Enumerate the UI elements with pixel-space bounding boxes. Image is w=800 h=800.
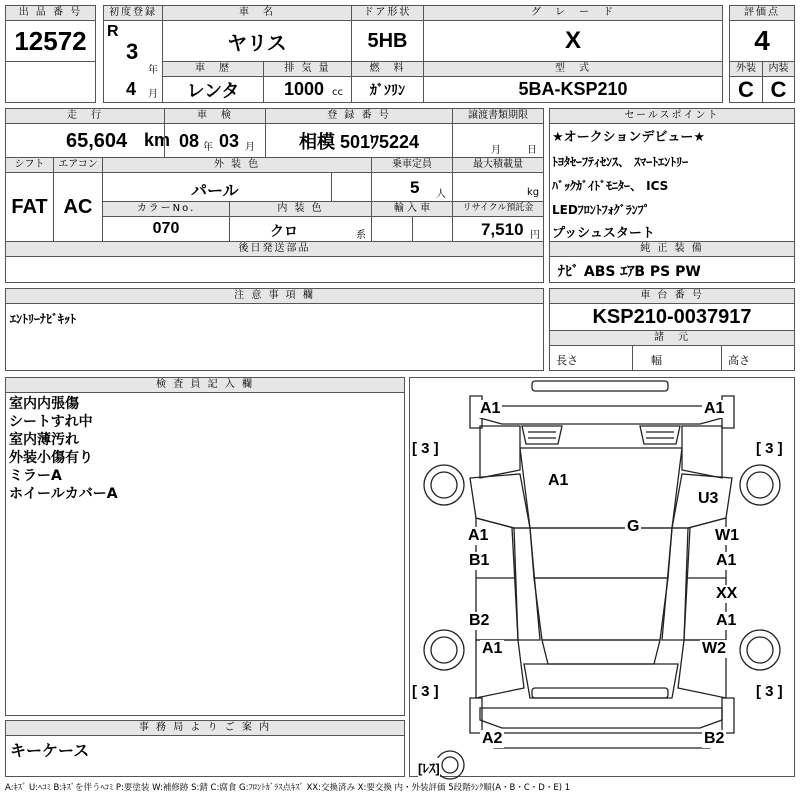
interior-grade-label: 内装 xyxy=(762,61,795,77)
interior-color: クロ xyxy=(270,224,298,240)
capacity-box xyxy=(371,172,453,202)
inspection-label: 車 検 xyxy=(164,108,266,124)
mark-right-rear-fender: W2 xyxy=(702,640,726,657)
registration-number-label: 登 録 番 号 xyxy=(265,108,453,124)
mark-right-front-door-2: A1 xyxy=(716,552,737,569)
exterior-grade-label: 外装 xyxy=(729,61,763,77)
car-name: ヤリス xyxy=(162,20,352,62)
damage-diagram xyxy=(409,377,795,777)
mark-left-rear-door: B2 xyxy=(469,612,490,629)
first-registration-label: 初度登録 xyxy=(103,5,163,21)
tire-front-left: [ 3 ] xyxy=(412,440,439,457)
history-label: 車 歴 xyxy=(162,61,264,77)
sales-points-label: セールスポイント xyxy=(549,108,795,124)
recycle-label: リサイクル預託金 xyxy=(452,201,544,217)
sales-point: LEDﾌﾛﾝﾄﾌｫｸﾞﾗﾝﾌﾟ xyxy=(552,203,650,217)
max-load-unit: kg xyxy=(527,187,540,198)
exterior-color-extra xyxy=(331,172,372,202)
later-parts xyxy=(5,256,544,283)
inspector-note: 外装小傷有り xyxy=(9,450,93,466)
tire-rear-left: [ 3 ] xyxy=(412,683,439,700)
recycle-fee: 7,510 xyxy=(481,220,524,239)
mark-right-rear-xx: XX xyxy=(716,585,738,602)
displacement: 1000 xyxy=(284,79,325,99)
inspector-note: シートすれ中 xyxy=(9,414,93,430)
score: 4 xyxy=(729,20,795,62)
lot-number-blank xyxy=(5,61,96,103)
mileage-label: 走 行 xyxy=(5,108,165,124)
interior-color-box xyxy=(229,216,372,242)
grade-label: グ レ ー ド xyxy=(423,5,723,21)
length-label: 長さ xyxy=(549,345,633,371)
mark-rear-left: A2 xyxy=(482,730,503,747)
door-type: 5HB xyxy=(351,20,424,62)
first-registration-box xyxy=(103,20,163,103)
sales-point: ﾄﾖﾀｾｰﾌﾃｨｾﾝｽ、 ｽﾏｰﾄｴﾝﾄﾘｰ xyxy=(552,155,689,169)
mark-left-front-door: A1 xyxy=(468,527,489,544)
car-outline-svg xyxy=(410,378,794,776)
later-parts-label: 後日発送部品 xyxy=(5,241,544,257)
transfer-deadline-label: 譲渡書類期限 xyxy=(452,108,544,124)
spare-tire: [ﾚｽ] xyxy=(418,758,440,777)
chassis-label: 車 台 番 号 xyxy=(549,288,795,304)
displacement-unit: cc xyxy=(332,87,343,98)
capacity-unit: 人 xyxy=(436,189,446,200)
month-unit: 月 xyxy=(148,89,158,100)
lot-number: 12572 xyxy=(5,20,96,62)
model-code-label: 型 式 xyxy=(423,61,723,77)
import-box-2 xyxy=(412,216,453,242)
capacity-label: 乗車定員 xyxy=(371,157,453,173)
notes-label: 注 意 事 項 欄 xyxy=(5,288,544,304)
inspection-box xyxy=(164,123,266,158)
import-label: 輸 入 車 xyxy=(371,201,453,217)
inspector-note: ミラーA xyxy=(9,468,62,484)
displacement-label: 排 気 量 xyxy=(263,61,352,77)
model-code: 5BA-KSP210 xyxy=(423,76,723,103)
tire-front-right: [ 3 ] xyxy=(756,440,783,457)
sales-point: ★オークションデビュー★ xyxy=(552,130,706,145)
mark-front-left: A1 xyxy=(480,400,501,417)
mileage-unit: km xyxy=(144,130,171,150)
sales-points-box xyxy=(549,123,795,242)
era: R xyxy=(107,23,119,40)
exterior-color-label: 外 装 色 xyxy=(102,157,372,173)
reg-month: 4 xyxy=(126,79,137,99)
capacity: 5 xyxy=(410,178,420,197)
shift-label: シフト xyxy=(5,157,54,173)
inspector-note: 室内内張傷 xyxy=(9,396,79,412)
car-history: レンタ xyxy=(162,76,264,103)
inspector-box xyxy=(5,392,405,716)
reg-year: 3 xyxy=(126,39,139,64)
color-number-label: カラーNo. xyxy=(102,201,230,217)
interior-color-unit: 系 xyxy=(356,230,366,241)
width-label: 幅 xyxy=(632,345,722,371)
mark-right-rear-door: A1 xyxy=(716,612,737,629)
inspector-note: ホイールカバーA xyxy=(9,486,118,502)
score-label: 評価点 xyxy=(729,5,795,21)
inspection-month: 03 xyxy=(219,131,240,151)
inspection-year: 08 xyxy=(179,131,200,151)
door-type-label: ドア形状 xyxy=(351,5,424,21)
year-unit: 年 xyxy=(148,65,158,76)
dimensions-label: 諸 元 xyxy=(549,330,795,346)
mileage-box xyxy=(5,123,171,158)
transfer-deadline-box xyxy=(452,123,544,158)
office-label: 事 務 局 よ り ご 案 内 xyxy=(5,720,405,736)
notes: ｴﾝﾄﾘｰﾅﾋﾞｷｯﾄ xyxy=(5,303,544,371)
fuel: ｶﾞｿﾘﾝ xyxy=(351,76,424,103)
transfer-month-unit: 月 xyxy=(491,145,501,156)
exterior-color: パール xyxy=(191,181,239,200)
aircon: AC xyxy=(53,172,103,242)
inspector-note: 室内薄汚れ xyxy=(9,432,79,448)
mark-roof: G xyxy=(627,518,640,535)
sales-point: プッシュスタート xyxy=(552,226,655,241)
mark-front-right: A1 xyxy=(704,400,725,417)
mark-rear-right: B2 xyxy=(704,730,725,747)
chassis-number: KSP210-0037917 xyxy=(549,303,795,331)
aircon-label: エアコン xyxy=(53,157,103,173)
recycle-box xyxy=(452,216,544,242)
sales-point: ﾊﾞｯｸｶﾞｲﾄﾞﾓﾆﾀｰ、 ICS xyxy=(552,179,669,193)
interior-color-label: 内 装 色 xyxy=(229,201,372,217)
max-load-label: 最大積載量 xyxy=(452,157,544,173)
mark-right-front-fender: U3 xyxy=(698,490,719,507)
inspection-month-unit: 月 xyxy=(245,142,255,153)
mark-left-front-door-2: B1 xyxy=(469,552,490,569)
recycle-unit: 円 xyxy=(530,230,540,241)
inspector-label: 検 査 員 記 入 欄 xyxy=(5,377,405,393)
import-box-1 xyxy=(371,216,413,242)
car-name-label: 車 名 xyxy=(162,5,352,21)
equipment-label: 純 正 装 備 xyxy=(549,241,795,257)
mileage: 65,604 xyxy=(66,130,128,152)
color-number: 070 xyxy=(102,216,230,242)
transfer-day-unit: 日 xyxy=(527,145,537,156)
lot-number-label: 出 品 番 号 xyxy=(5,5,96,21)
mark-hood: A1 xyxy=(548,472,569,489)
exterior-color-box xyxy=(102,172,332,202)
registration-number: 相模 501ﾜ5224 xyxy=(265,123,453,158)
displacement-box xyxy=(263,76,352,103)
grade: X xyxy=(423,20,723,62)
height-label: 高さ xyxy=(721,345,795,371)
inspection-year-unit: 年 xyxy=(203,142,213,153)
shift: FAT xyxy=(5,172,54,242)
exterior-grade: C xyxy=(729,76,763,103)
fuel-label: 燃 料 xyxy=(351,61,424,77)
max-load-box xyxy=(452,172,544,202)
interior-grade: C xyxy=(762,76,795,103)
legend: A:ｷｽﾞ U:ﾍｺﾐ B:ｷｽﾞを伴うﾍｺﾐ P:要塗装 W:補修跡 S:錆 C:腐食 G:ﾌﾛﾝﾄｶﾞﾗｽ点ｷｽﾞ XX:交換済み X:要交換 内・外装評価 5段階ﾗﾝｸ順(A・B・C・D・E) 1 xyxy=(5,783,571,793)
equipment: ﾅﾋﾞ ABS ｴｱB PS PW xyxy=(549,256,795,283)
mark-left-rear-fender: A1 xyxy=(482,640,503,657)
tire-rear-right: [ 3 ] xyxy=(756,683,783,700)
office-note: キーケース xyxy=(5,735,405,777)
mark-right-front-door: W1 xyxy=(715,527,739,544)
